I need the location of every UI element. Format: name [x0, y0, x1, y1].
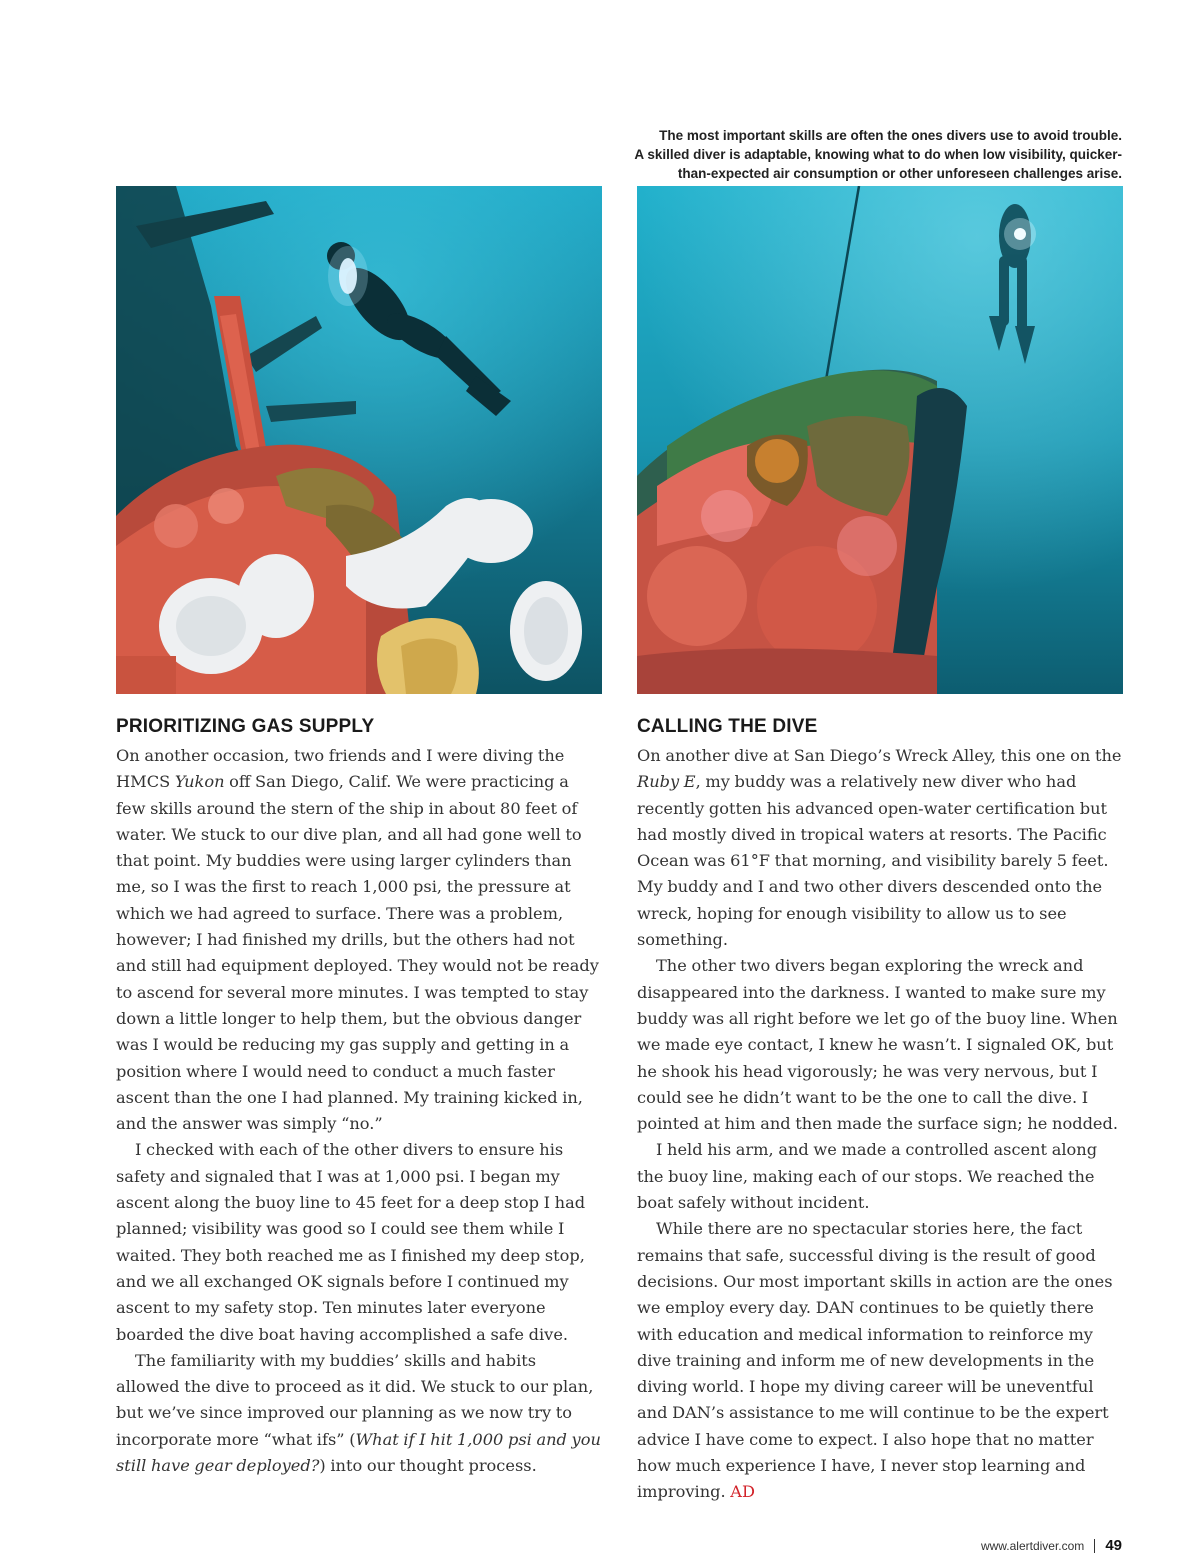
diver-above-bow-image	[637, 186, 1123, 694]
page-footer	[981, 1537, 1122, 1554]
paragraph: While there are no spectacular stories here, the fact remains that safe, successful diving is the result of good decisions. Our most important skills in action are the ones we employ every day. DAN continues to be quietly there with education and medical information to reinforce my dive training and inform me of new developments in the diving world. I hope my diving career will be uneventful and DAN’s assistance to me will continue to be the expert advice I have come to expect. I also hope that no matter how much experience I have, I never stop learning and improving. AD	[637, 1219, 1113, 1502]
diver-over-anemones-image	[116, 186, 602, 694]
article-column-left	[116, 714, 602, 1479]
caption-line-1: The most important skills are often the ones divers use to avoid trouble.	[659, 128, 1122, 143]
caption-line-3: than-expected air consumption or other unforeseen challenges arise.	[677, 166, 1122, 181]
article-column-right	[637, 714, 1123, 1506]
page-number: 49	[1105, 1537, 1122, 1554]
paragraph: I held his arm, and we made a controlled ascent along the buoy line, making each of our stops. We reached the boat safely without incident.	[637, 1140, 1098, 1213]
section-heading-gas-supply: PRIORITIZING GAS SUPPLY	[116, 716, 375, 737]
website-link[interactable]: www.alertdiver.com	[980, 1538, 1085, 1553]
end-mark: AD	[730, 1482, 755, 1502]
paragraph: On another occasion, two friends and I were diving the HMCS Yukon off San Diego, Calif. We were practicing a few skills around the stern of the ship in about 80 feet of water. We stuck to our dive plan, and all had gone well to that point. My buddies were using larger cylinders than me, so I was the first to reach 1,000 psi, the pressure at which we had agreed to surface. There was a problem, however; I had finished my drills, but the others had not and still had equipment deployed. They would not be ready to ascend for several more minutes. I was tempted to stay down a little longer to help them, but the obvious danger was I would be reducing my gas supply and getting in a position where I would need to conduct a much faster ascent than the one I had planned. My training kicked in, and the answer was simply “no.”	[116, 746, 599, 1134]
caption-line-2: A skilled diver is adaptable, knowing what to do when low visibility, quicker-	[634, 147, 1122, 162]
paragraph: I checked with each of the other divers to ensure his safety and signaled that I was at 1,000 psi. I began my ascent along the buoy line to 45 feet for a deep stop I had planned; visibility was good so I could see them while I waited. They both reached me as I finished my deep stop, and we all exchanged OK signals before I continued my ascent to my safety stop. Ten minutes later everyone boarded the dive boat having accomplished a safe dive.	[116, 1140, 586, 1344]
footer-divider	[1094, 1539, 1095, 1553]
photo-caption	[560, 126, 1122, 183]
paragraph: The other two divers began exploring the wreck and disappeared into the darkness. I wanted to make sure my buddy was all right before we let go of the buoy line. When we made eye contact, I knew he wasn’t. I signaled OK, but he shook his head vigorously; he was very nervous, but I could see he didn’t want to be the one to call the dive. I pointed at him and then made the surface sign; he nodded.	[637, 956, 1119, 1134]
paragraph: On another dive at San Diego’s Wreck Alley, this one on the Ruby E, my buddy was a relatively new diver who had recently gotten his advanced open-water certification but had mostly dived in tropical waters at resorts. The Pacific Ocean was 61°F that morning, and visibility barely 5 feet. My buddy and I and two other divers descended onto the wreck, hoping for enough visibility to allow us to see something.	[637, 746, 1122, 950]
section-heading-calling-dive: CALLING THE DIVE	[637, 716, 818, 737]
wreck-photo-left	[116, 186, 602, 694]
wreck-photo-right	[637, 186, 1123, 694]
paragraph: The familiarity with my buddies’ skills and habits allowed the dive to proceed as it did. We stuck to our plan, but we’ve since improved our planning as we now try to incorporate more “what ifs” (What if I hit 1,000 psi and you still have gear deployed?) into our thought process.	[116, 1350, 601, 1476]
